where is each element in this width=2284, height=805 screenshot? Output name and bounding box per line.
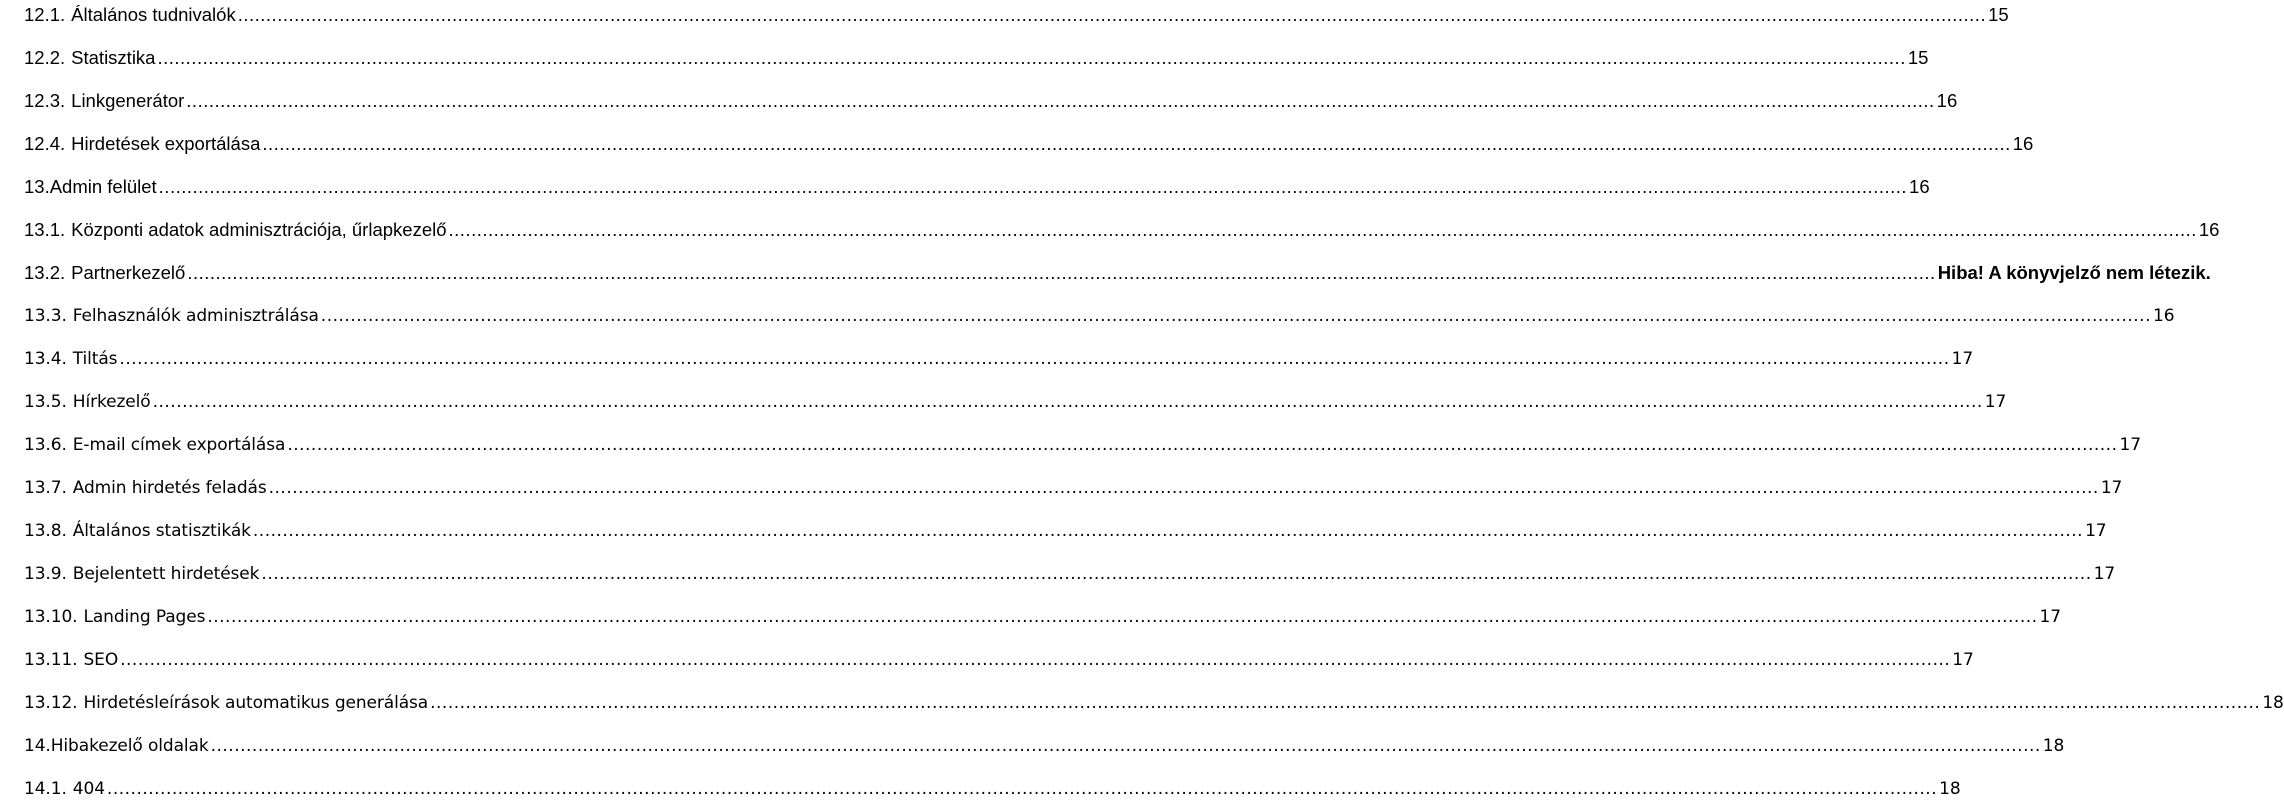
dot-leader xyxy=(238,0,1986,30)
toc-entry-page: 17 xyxy=(2085,521,2107,541)
toc-entry-number: 13.7. xyxy=(24,478,67,498)
toc-entry-page: 17 xyxy=(1952,650,1974,670)
toc-entry-label: E-mail címek exportálása xyxy=(72,435,286,455)
toc-entry[interactable] xyxy=(24,258,2211,288)
toc-entry-label: 404 xyxy=(72,779,105,799)
toc-entry-label: Linkgenerátor xyxy=(71,90,185,111)
toc-entry-number: 12.2. xyxy=(24,47,66,68)
toc-entry-number: 13. xyxy=(24,176,50,197)
dot-leader xyxy=(157,43,1905,73)
toc-entry[interactable] xyxy=(24,43,1929,73)
toc-entry-number: 13.3. xyxy=(24,306,67,326)
toc-entry-page: 16 xyxy=(2198,219,2220,240)
dot-leader xyxy=(261,559,2091,589)
toc-entry-number: 14.1. xyxy=(24,779,67,799)
toc-entry-label: Bejelentett hirdetések xyxy=(72,564,260,584)
toc-entry[interactable] xyxy=(24,516,2107,546)
toc-entry-label: Felhasználók adminisztrálása xyxy=(72,306,319,326)
dot-leader xyxy=(159,172,1907,202)
dot-leader xyxy=(287,430,2117,460)
dot-leader xyxy=(119,344,1949,374)
toc-entry-page: 17 xyxy=(2119,435,2141,455)
toc-entry-label: Landing Pages xyxy=(83,607,206,627)
toc-entry[interactable] xyxy=(24,645,1974,675)
toc-entry-label: Admin felület xyxy=(49,176,157,197)
toc-entry-page: 18 xyxy=(1939,779,1961,799)
toc-entry-number: 13.6. xyxy=(24,435,67,455)
dot-leader xyxy=(207,602,2037,632)
toc-entry-number: 13.8. xyxy=(24,521,67,541)
toc-entry-number: 13.5. xyxy=(24,392,67,412)
toc-entry-label: Admin hirdetés feladás xyxy=(72,478,267,498)
toc-entry-number: 13.11. xyxy=(24,650,78,670)
bookmark-error-text: Hiba! A könyvjelző nem létezik. xyxy=(1937,262,2211,283)
toc-entry[interactable] xyxy=(24,129,2034,159)
toc-entry[interactable] xyxy=(24,215,2220,245)
toc-entry-number: 13.10. xyxy=(24,607,78,627)
toc-entry-page: 16 xyxy=(2012,133,2034,154)
toc-entry-number: 13.1. xyxy=(24,219,66,240)
toc-entry[interactable] xyxy=(24,559,2116,589)
toc-entry[interactable] xyxy=(24,430,2141,460)
toc-entry[interactable] xyxy=(24,774,1961,804)
toc-entry-page: 16 xyxy=(2152,306,2175,326)
toc-entry-label: Központi adatok adminisztrációja, űrlapkezelő xyxy=(71,219,447,240)
toc-entry-label: Hirdetésleírások automatikus generálása xyxy=(83,693,429,713)
toc-entry-number: 12.1. xyxy=(24,4,66,25)
toc-entry[interactable] xyxy=(24,344,1974,374)
toc-entry-page: 17 xyxy=(2100,478,2123,498)
toc-entry-page: 17 xyxy=(1984,392,2007,412)
dot-leader xyxy=(269,473,2099,503)
dot-leader xyxy=(107,774,1937,804)
toc-entry-number: 12.3. xyxy=(24,90,66,111)
toc-entry-number: 12.4. xyxy=(24,133,66,154)
toc-entry-page: 18 xyxy=(2042,736,2065,756)
dot-leader xyxy=(186,86,1934,116)
toc-entry[interactable] xyxy=(24,301,2175,331)
dot-leader xyxy=(321,301,2151,331)
toc-entry-page: 16 xyxy=(1909,176,1930,197)
toc-entry-page: 15 xyxy=(1907,47,1929,68)
toc-entry-page: 17 xyxy=(1951,349,1974,369)
dot-leader xyxy=(253,516,2083,546)
toc-entry-page: 15 xyxy=(1988,4,2009,25)
toc-entry[interactable] xyxy=(24,602,2061,632)
toc-entry[interactable] xyxy=(24,0,2009,30)
toc-entry-label: Hibakezelő oldalak xyxy=(50,736,209,756)
dot-leader xyxy=(211,731,2041,761)
toc-entry-label: Hirdetések exportálása xyxy=(71,133,261,154)
toc-entry-page: 17 xyxy=(2093,564,2116,584)
toc-entry[interactable] xyxy=(24,731,2065,761)
toc-entry[interactable] xyxy=(24,387,2007,417)
dot-leader xyxy=(262,129,2010,159)
toc-entry-label: Hírkezelő xyxy=(72,392,151,412)
toc-entry[interactable] xyxy=(24,688,2284,718)
toc-entry-label: SEO xyxy=(83,650,119,670)
dot-leader xyxy=(187,258,1935,288)
toc-entry-page: 17 xyxy=(2039,607,2061,627)
toc-entry[interactable] xyxy=(24,473,2123,503)
toc-entry-label: Statisztika xyxy=(71,47,156,68)
toc-entry-number: 13.2. xyxy=(24,262,66,283)
toc-entry-label: Tiltás xyxy=(72,349,118,369)
toc-entry-label: Általános tudnivalók xyxy=(71,4,236,25)
dot-leader xyxy=(430,688,2260,718)
toc-entry-number: 13.9. xyxy=(24,564,67,584)
toc-entry[interactable] xyxy=(24,86,1958,116)
dot-leader xyxy=(153,387,1983,417)
toc-entry-page: 18 xyxy=(2262,693,2284,713)
toc-entry-page: 16 xyxy=(1936,90,1958,111)
toc-entry-number: 13.12. xyxy=(24,693,78,713)
toc-entry-label: Általános statisztikák xyxy=(72,521,251,541)
toc-entry-label: Partnerkezelő xyxy=(71,262,186,283)
toc-entry[interactable] xyxy=(24,172,1930,202)
toc-entry-number: 14. xyxy=(24,736,51,756)
toc-entry-number: 13.4. xyxy=(24,349,67,369)
dot-leader xyxy=(120,645,1950,675)
dot-leader xyxy=(449,215,2197,245)
